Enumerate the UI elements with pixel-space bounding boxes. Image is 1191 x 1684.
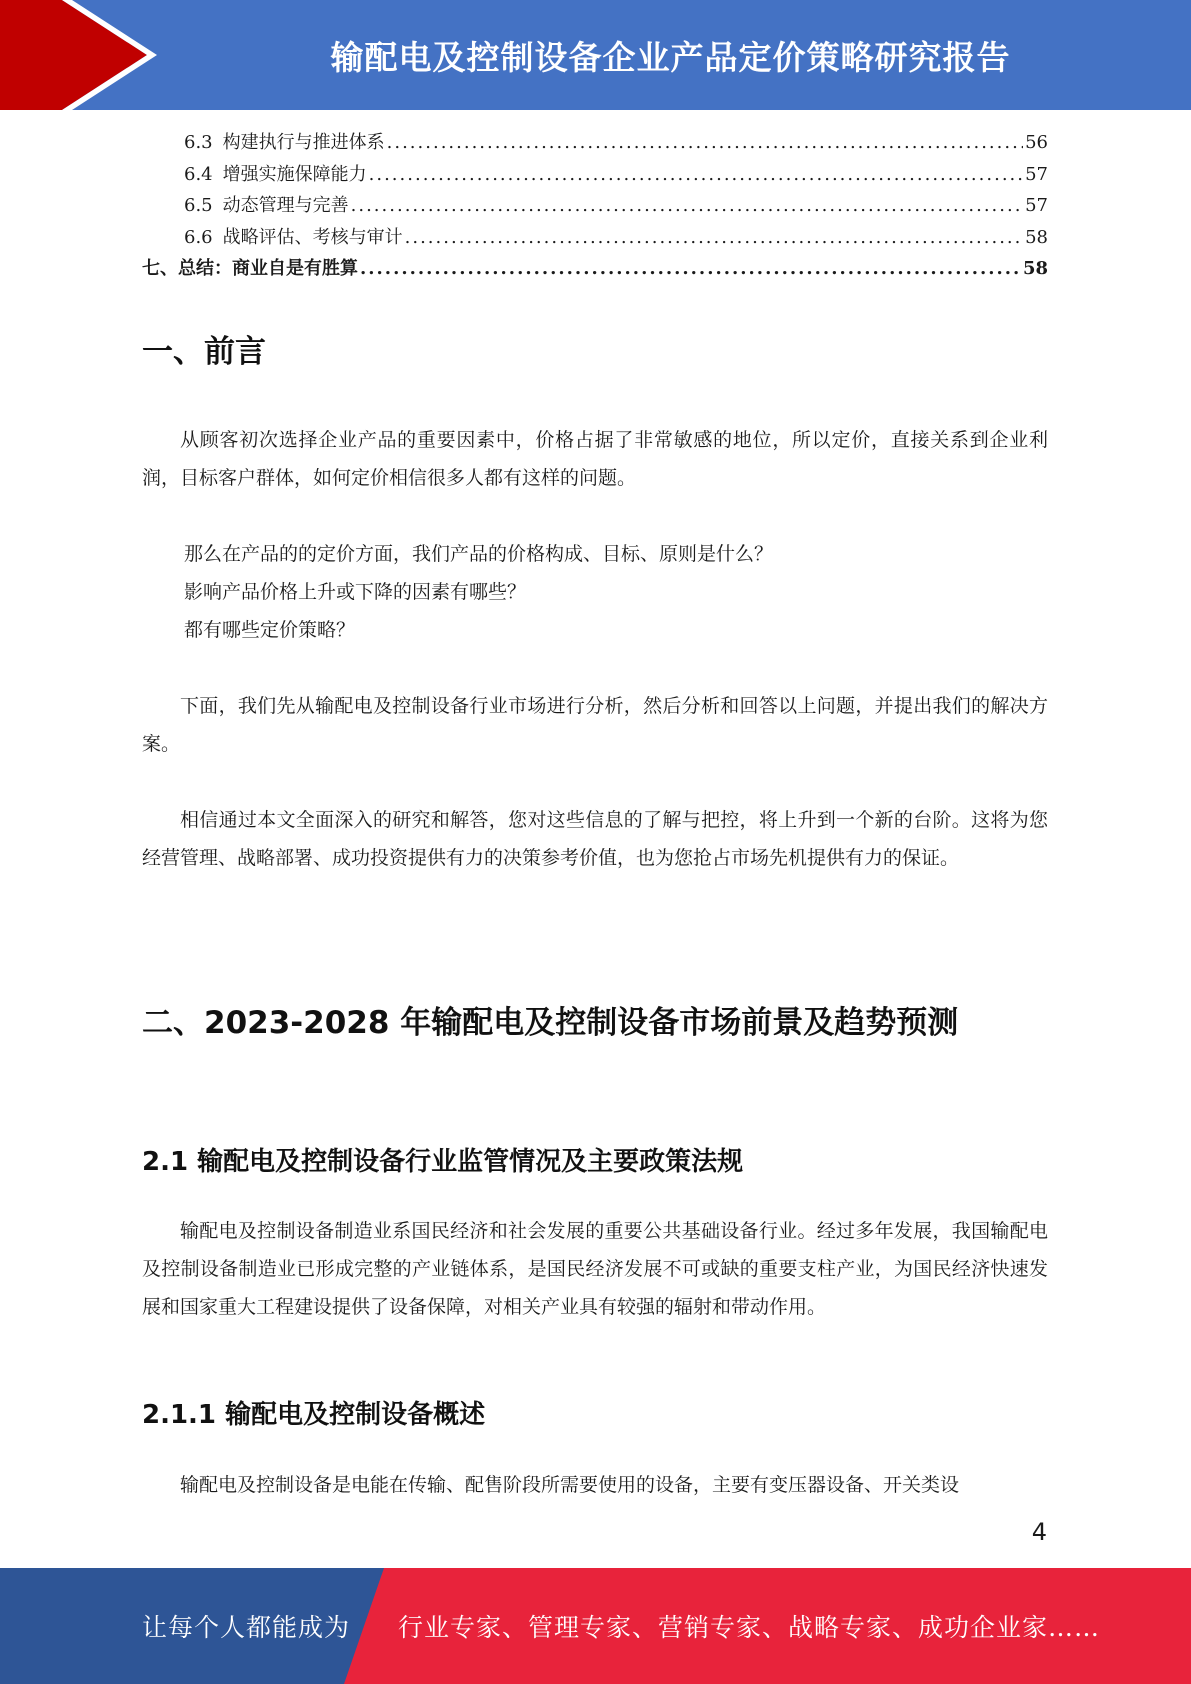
paragraph: 从顾客初次选择企业产品的重要因素中，价格占据了非常敏感的地位，所以定价，直接关系到企业利润，目标客户群体，如何定价相信很多人都有这样的问题。: [142, 429, 1048, 489]
toc-entry-page: 58: [1025, 226, 1048, 248]
subsection-2-1-1-heading: 2.1.1 输配电及控制设备概述: [142, 1400, 486, 1430]
paragraph: 相信通过本文全面深入的研究和解答，您对这些信息的了解与把控，将上升到一个新的台阶。这将为您经营管理、战略部署、成功投资提供有力的决策参考价值，也为您抢占市场先机提供有力的保证。: [142, 809, 1048, 869]
table-of-contents: [142, 128, 1048, 286]
toc-entry-page: 57: [1025, 195, 1048, 216]
toc-entry-number: 6.3: [184, 132, 213, 153]
toc-entry-number: 6.6: [184, 226, 213, 248]
paragraph: 输配电及控制设备是电能在传输、配售阶段所需要使用的设备，主要有变压器设备、开关类设: [180, 1474, 960, 1496]
paragraph: 下面，我们先从输配电及控制设备行业市场进行分析，然后分析和回答以上问题，并提出我们的解决方案。: [142, 695, 1048, 755]
toc-entry-chapter[interactable]: [142, 254, 1048, 286]
header-arrow-icon: [0, 0, 160, 110]
toc-entry[interactable]: [142, 191, 1048, 223]
section-1-heading: 一、前言: [142, 334, 266, 370]
subsection-2-1-heading: 2.1 输配电及控制设备行业监管情况及主要政策法规: [142, 1147, 744, 1177]
footer-banner: [0, 1568, 1191, 1684]
footer-slogan-right: 行业专家、管理专家、营销专家、战略专家、成功企业家……: [398, 1613, 1101, 1642]
toc-entry-page: 58: [1022, 258, 1048, 279]
toc-entry-title: 构建执行与推进体系: [222, 132, 385, 153]
toc-entry-title: 增强实施保障能力: [222, 163, 367, 185]
paragraph: 输配电及控制设备制造业系国民经济和社会发展的重要公共基础设备行业。经过多年发展，我国输配电及控制设备制造业已形成完整的产业链体系，是国民经济发展不可或缺的重要支柱产业，为国民经济快速发展和国家重大工程建设提供了设备保障，对相关产业具有较强的辐射和带动作用。: [142, 1220, 1048, 1318]
toc-entry-title: 战略评估、考核与审计: [222, 226, 403, 248]
toc-entry-number: 6.4: [184, 163, 213, 185]
toc-leader-dots: [369, 164, 1023, 185]
footer-slogan-left: 让每个人都能成为: [142, 1613, 351, 1642]
question-line: 那么在产品的的定价方面，我们产品的价格构成、目标、原则是什么？: [184, 543, 774, 565]
toc-leader-dots: [387, 132, 1023, 153]
question-line: 都有哪些定价策略？: [184, 619, 356, 641]
report-title: 输配电及控制设备企业产品定价策略研究报告: [330, 37, 1011, 77]
toc-entry-title: 动态管理与完善: [222, 195, 349, 216]
page-number: 4: [1031, 1518, 1047, 1546]
section-2-heading: 二、2023-2028 年输配电及控制设备市场前景及趋势预测: [142, 1005, 959, 1041]
toc-entry[interactable]: [142, 160, 1048, 192]
header-banner: [0, 0, 1191, 110]
toc-entry-number: 6.5: [184, 195, 213, 216]
toc-leader-dots: [351, 195, 1023, 216]
toc-entry-page: 56: [1025, 132, 1048, 153]
toc-entry-page: 57: [1025, 163, 1048, 185]
toc-leader-dots: [405, 227, 1023, 248]
toc-entry-title: 七、总结：商业自是有胜算: [142, 258, 358, 279]
question-line: 影响产品价格上升或下降的因素有哪些？: [184, 581, 527, 603]
toc-entry[interactable]: [142, 223, 1048, 255]
toc-leader-dots: [360, 258, 1021, 279]
toc-entry[interactable]: [142, 128, 1048, 160]
